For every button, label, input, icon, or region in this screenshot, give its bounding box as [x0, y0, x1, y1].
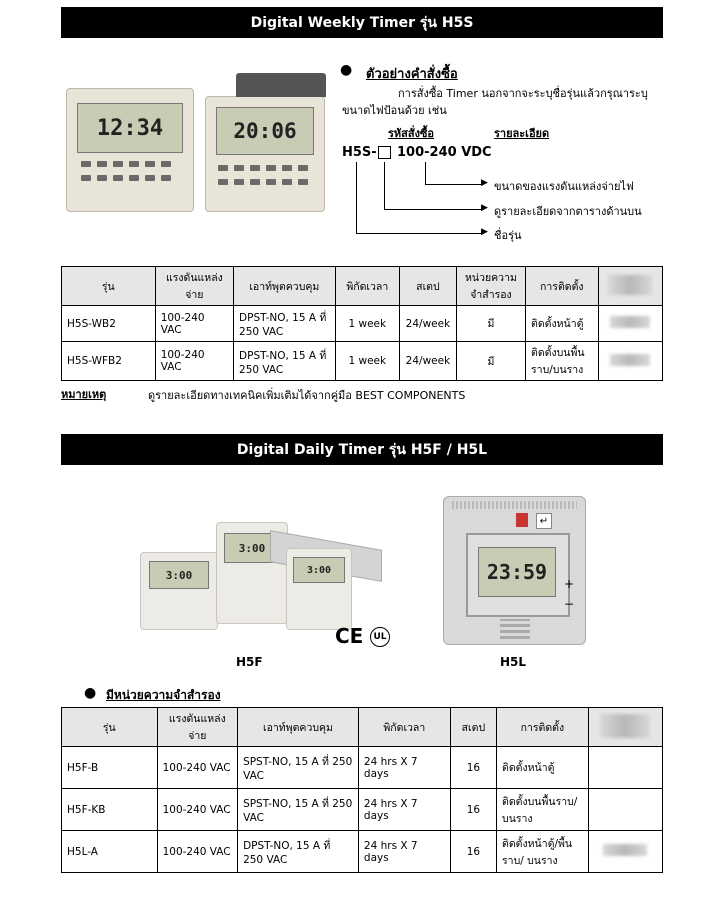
cell-voltage: 100-240 VAC — [157, 747, 237, 789]
col-time: พิกัดเวลา — [358, 708, 450, 747]
cell-step: 16 — [450, 747, 496, 789]
certification-marks: CE — [335, 624, 364, 648]
col-mount: การติดตั้ง — [497, 708, 589, 747]
cell-output: DPST-NO, 15 A ที่ 250 VAC — [234, 306, 336, 342]
table-row — [62, 831, 663, 873]
ul-mark-icon: UL — [370, 627, 390, 647]
col-mount: การติดตั้ง — [526, 267, 598, 306]
cell-memory: มี — [456, 342, 525, 381]
cell-step: 24/week — [399, 306, 456, 342]
col-output: เอาท์พุตควบคุม — [234, 267, 336, 306]
order-desc-line1: การสั่งซื้อ Timer นอกจากจะระบุชื่อรุ่นแล้วกรุณาระบุ — [398, 87, 648, 100]
col-blurred — [588, 708, 662, 747]
cell-voltage: 100-240 VAC — [157, 831, 237, 873]
col-blurred — [598, 267, 662, 306]
order-placeholder-box — [378, 146, 391, 159]
cell-model: H5F-KB — [62, 789, 158, 831]
h5f-device-image-a: 3:00 — [140, 552, 218, 630]
table-row — [62, 747, 663, 789]
cell-voltage: 100-240 VAC — [155, 306, 233, 342]
col-model: รุ่น — [62, 708, 158, 747]
order-example-title: ตัวอย่างคำสั่งซื้อ — [366, 67, 458, 82]
cell-output: SPST-NO, 15 A ที่ 250 VAC — [238, 747, 359, 789]
cell-mount: ติดตั้งหน้าตู้/พื้นราบ/ บนราง — [497, 831, 589, 873]
cell-mount: ติดตั้งหน้าตู้ — [526, 306, 598, 342]
arrow-label-model: ชื่อรุ่น — [494, 229, 522, 242]
cell-blurred — [588, 831, 662, 873]
table-row — [62, 306, 663, 342]
cell-output: DPST-NO, 15 A ที่ 250 VAC — [234, 342, 336, 381]
cell-memory: มี — [456, 306, 525, 342]
cell-step: 16 — [450, 789, 496, 831]
cell-time: 1 week — [335, 342, 399, 381]
cell-mount: ติดตั้งบนพื้นราบ/บนราง — [497, 789, 589, 831]
h5s-b-display: 20:06 — [216, 107, 314, 155]
weekly-timer-table — [61, 266, 663, 381]
weekly-timer-banner: Digital Weekly Timer รุ่น H5S — [61, 7, 663, 38]
cell-output: SPST-NO, 15 A ที่ 250 VAC — [238, 789, 359, 831]
h5f-device-image-c: 3:00 — [286, 548, 352, 630]
cell-blurred — [588, 747, 662, 789]
cell-time: 24 hrs X 7 days — [358, 789, 450, 831]
daily-timer-banner: Digital Daily Timer รุ่น H5F / H5L — [61, 434, 663, 465]
cell-model: H5S-WFB2 — [62, 342, 156, 381]
col-step: สเตป — [399, 267, 456, 306]
table-row — [62, 342, 663, 381]
caption-h5f: H5F — [236, 655, 263, 669]
cell-step: 24/week — [399, 342, 456, 381]
h5s-device-image-a — [66, 88, 194, 212]
h5l-device-image: ↵ 23:59 + − — [443, 496, 586, 645]
arrow-label-table: ดูรายละเอียดจากตารางด้านบน — [494, 205, 642, 218]
cell-blurred — [598, 342, 662, 381]
col-model: รุ่น — [62, 267, 156, 306]
table-row — [62, 789, 663, 831]
cell-time: 24 hrs X 7 days — [358, 831, 450, 873]
h5s-device-image-b — [205, 96, 325, 212]
col-memory: หน่วยความจำสำรอง — [456, 267, 525, 306]
order-voltage: 100-240 VDC — [397, 145, 492, 160]
cell-mount: ติดตั้งบนพื้นราบ/บนราง — [526, 342, 598, 381]
memory-bullet: ● — [84, 685, 97, 701]
note-label: หมายเหตุ — [61, 388, 107, 401]
order-desc-line2: ขนาดไฟป้อนด้วย เช่น — [342, 104, 447, 117]
memory-backup-note: มีหน่วยความจำสำรอง — [106, 688, 221, 702]
col-output: เอาท์พุตควบคุม — [238, 708, 359, 747]
col-voltage: แรงดันแหล่งจ่าย — [157, 708, 237, 747]
order-bullet: ● — [340, 62, 353, 78]
arrow-label-voltage: ขนาดของแรงดันแหล่งจ่ายไฟ — [494, 180, 634, 193]
order-detail-header: รายละเอียด — [494, 127, 550, 140]
cell-mount: ติดตั้งหน้าตู้ — [497, 747, 589, 789]
cell-model: H5F-B — [62, 747, 158, 789]
cell-voltage: 100-240 VAC — [157, 789, 237, 831]
cell-time: 24 hrs X 7 days — [358, 747, 450, 789]
cell-blurred — [598, 306, 662, 342]
cell-blurred — [588, 789, 662, 831]
h5f-device-image-b: 3:00 — [216, 522, 288, 624]
col-voltage: แรงดันแหล่งจ่าย — [155, 267, 233, 306]
note-text: ดูรายละเอียดทางเทคนิคเพิ่มเติมได้จากคู่มือ BEST COMPONENTS — [148, 389, 466, 402]
cell-model: H5S-WB2 — [62, 306, 156, 342]
caption-h5l: H5L — [500, 655, 527, 669]
cell-time: 1 week — [335, 306, 399, 342]
h5s-a-display: 12:34 — [77, 103, 183, 153]
daily-timer-table — [61, 707, 663, 873]
cell-output: DPST-NO, 15 A ที่ 250 VAC — [238, 831, 359, 873]
cell-voltage: 100-240 VAC — [155, 342, 233, 381]
col-step: สเตป — [450, 708, 496, 747]
order-code-header: รหัสสั่งซื้อ — [388, 127, 435, 140]
h5l-display: 23:59 — [478, 547, 556, 597]
order-model-prefix: H5S- — [342, 145, 377, 160]
col-time: พิกัดเวลา — [335, 267, 399, 306]
cell-model: H5L-A — [62, 831, 158, 873]
cell-step: 16 — [450, 831, 496, 873]
